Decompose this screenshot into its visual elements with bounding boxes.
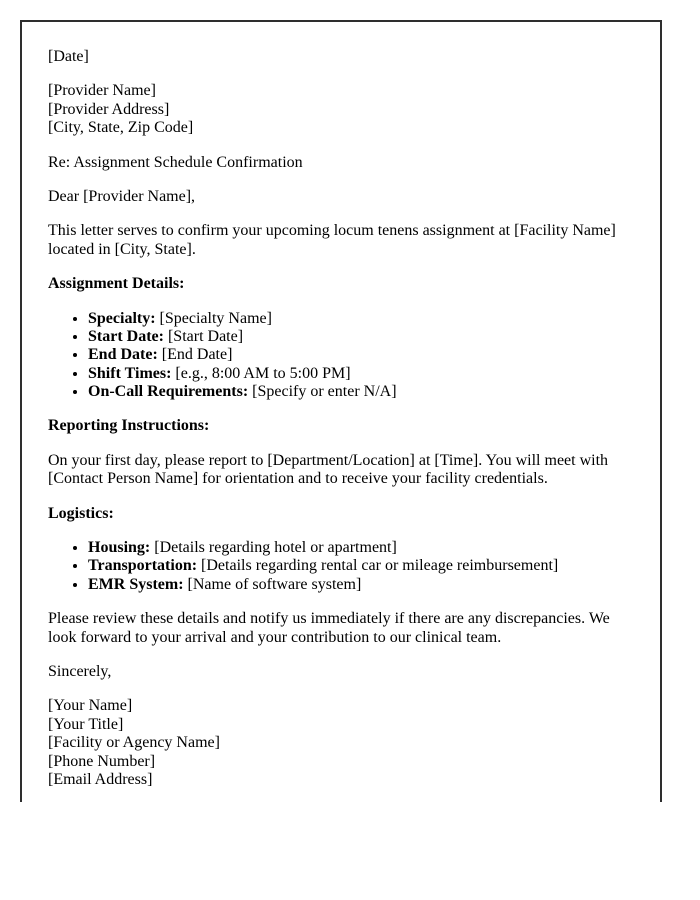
list-item-start-date [88, 328, 634, 346]
item-text: [Start Date] [163, 327, 244, 345]
subject-line: Re: Assignment Schedule Confirmation [48, 153, 303, 171]
logistics-list [48, 539, 634, 594]
recipient-city-line: [City, State, Zip Code] [48, 119, 194, 137]
list-item-end-date [88, 346, 634, 364]
item-label: End Date: [88, 346, 158, 364]
signature-block [48, 697, 634, 789]
item-text: [Name of software system] [183, 575, 362, 593]
closing-paragraph: Please review these details and notify us immediately if there are any discrepancies. We look forward to your arrival and your contribution to our clinical team. [48, 610, 610, 646]
assignment-details-list [48, 310, 634, 402]
reporting-paragraph: On your first day, please report to [Department/Location] at [Time]. You will meet with [Contact Person Name] for orientation and to receive your facility credentials. [48, 451, 609, 488]
item-text: [Details regarding rental car or mileage reimbursement] [197, 557, 559, 575]
date-line: [Date] [48, 48, 89, 65]
section-heading-reporting-instructions: Reporting Instructions: [48, 417, 210, 435]
item-label: Start Date: [88, 327, 164, 345]
item-label: Specialty: [88, 309, 156, 327]
recipient-address-line: [Provider Address] [48, 100, 170, 118]
list-item-housing [88, 539, 634, 557]
signature-phone-line: [Phone Number] [48, 752, 156, 770]
item-text: [Specify or enter N/A] [248, 383, 397, 401]
list-item-on-call [88, 383, 634, 401]
salutation: Dear [Provider Name], [48, 187, 196, 205]
recipient-name-line: [Provider Name] [48, 82, 156, 100]
letter-document [20, 20, 662, 802]
item-text: [End Date] [157, 346, 233, 364]
signature-title-line: [Your Title] [48, 715, 124, 733]
item-label: Housing: [88, 539, 151, 557]
list-item-shift-times [88, 365, 634, 383]
item-text: [Specialty Name] [155, 309, 272, 327]
item-text: [e.g., 8:00 AM to 5:00 PM] [171, 364, 351, 382]
list-item-emr-system [88, 576, 634, 594]
item-label: EMR System: [88, 575, 184, 593]
signature-name-line: [Your Name] [48, 697, 133, 715]
item-label: On-Call Requirements: [88, 383, 249, 401]
signature-agency-line: [Facility or Agency Name] [48, 734, 220, 752]
item-label: Shift Times: [88, 364, 172, 382]
section-heading-logistics: Logistics: [48, 504, 114, 522]
intro-paragraph: This letter serves to confirm your upcoming locum tenens assignment at [Facility Name] located in [City, State]. [48, 222, 616, 258]
recipient-block [48, 82, 634, 137]
sign-off: Sincerely, [48, 662, 112, 680]
item-label: Transportation: [88, 557, 198, 575]
list-item-transportation [88, 557, 634, 575]
item-text: [Details regarding hotel or apartment] [150, 539, 397, 557]
signature-email-line: [Email Address] [48, 770, 153, 788]
section-heading-assignment-details: Assignment Details: [48, 275, 185, 293]
list-item-specialty [88, 310, 634, 328]
